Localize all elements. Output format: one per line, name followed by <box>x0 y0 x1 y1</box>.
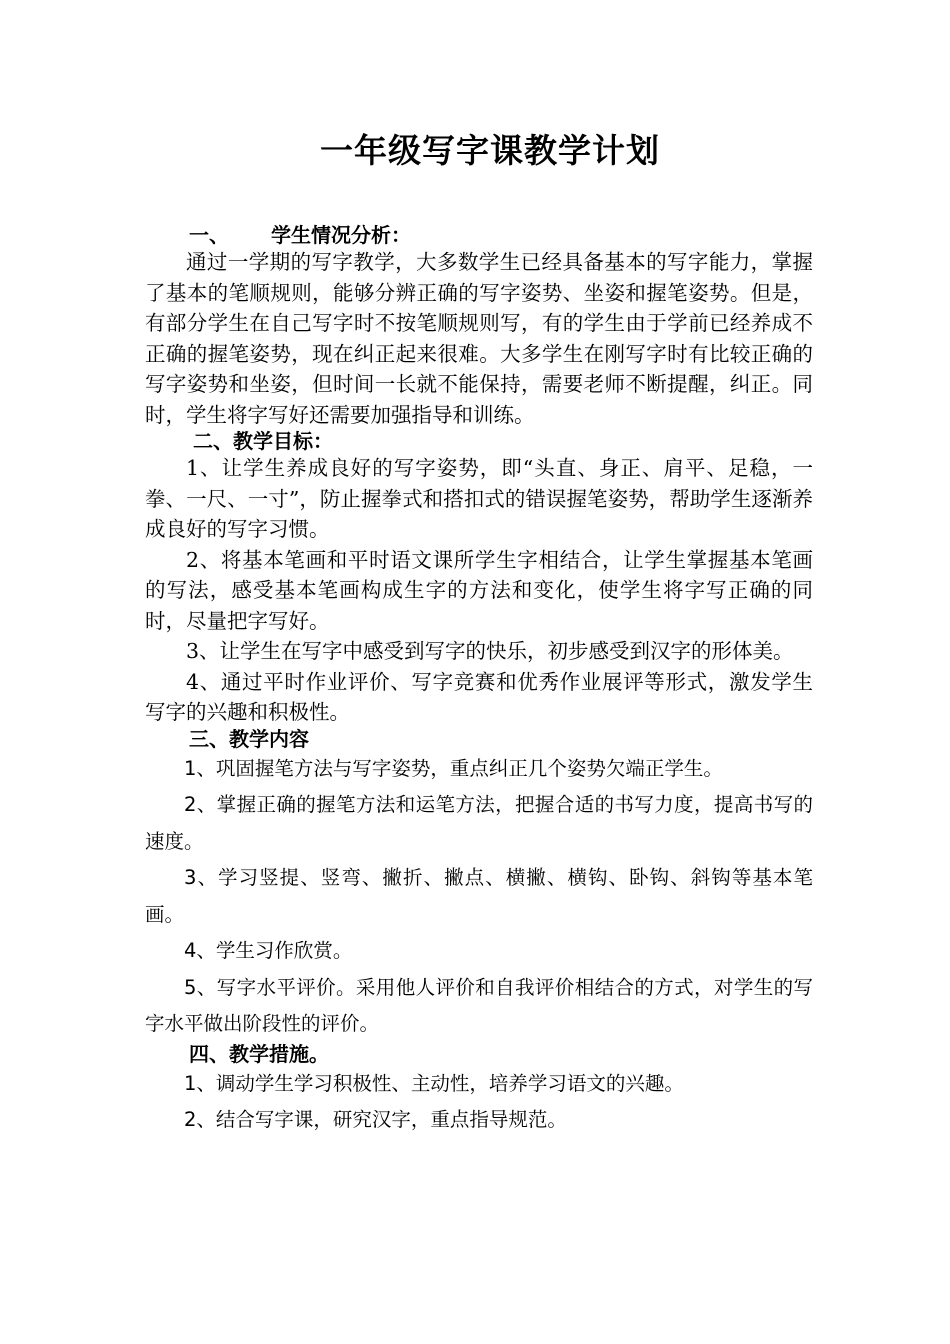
page-title: 一年级写字课教学计划 <box>320 131 660 170</box>
section-2-heading: 二、教学目标： <box>193 429 333 453</box>
section-1-title: 学生情况分析： <box>271 223 411 247</box>
section-1-paragraph-1: 通过一学期的写字教学，大多数学生已经具备基本的写字能力，掌握了基本的笔顺规则，能够分辨正确的写字姿势、坐姿和握笔姿势。但是，有部分学生在自己写字时不按笔顺规则写，有的学生由于学前已经养成不正确的握笔姿势，现在纠正起来很难。大多学生在刚写字时有比较正确的写字姿势和坐姿，但时间一长就不能保持，需要老师不断提醒，纠正。同时，学生将字写好还需要加强指导和训练。 <box>145 250 813 427</box>
section-2-paragraph-4: 4、通过平时作业评价、写字竞赛和优秀作业展评等形式，激发学生写字的兴趣和积极性。 <box>145 669 813 724</box>
section-3-paragraph-5: 5、写字水平评价。采用他人评价和自我评价相结合的方式，对学生的写字水平做出阶段性的评价。 <box>145 975 813 1035</box>
section-4-paragraph-2: 2、结合写字课，研究汉字，重点指导规范。 <box>184 1108 567 1131</box>
document-body <box>145 224 813 1139</box>
section-2-paragraph-3: 3、让学生在写字中感受到写字的快乐，初步感受到汉字的形体美。 <box>186 639 794 663</box>
section-3-heading: 三、教学内容 <box>189 726 309 751</box>
section-4-paragraph-1: 1、调动学生学习积极性、主动性，培养学习语文的兴趣。 <box>184 1071 684 1095</box>
section-2-paragraph-2: 2、将基本笔画和平时语文课所学生字相结合，让学生掌握基本笔画的写法，感受基本笔画构成生字的方法和变化，使学生将字写正确的同时，尽量把字写好。 <box>145 547 813 633</box>
section-3-paragraph-4: 4、学生习作欣赏。 <box>184 939 353 962</box>
section-1-number: 一、 <box>189 223 229 247</box>
section-2-paragraph-1: 1、让学生养成良好的写字姿势，即“头直、身正、肩平、足稳，一拳、一尺、一寸”，防止握拳式和搭扣式的错误握笔姿势，帮助学生逐渐养成良好的写字习惯。 <box>145 456 813 541</box>
section-3-paragraph-3: 3、学习竖提、竖弯、撇折、撇点、横撇、横钩、卧钩、斜钩等基本笔画。 <box>145 866 813 926</box>
section-3-paragraph-2: 2、掌握正确的握笔方法和运笔方法，把握合适的书写力度，提高书写的速度。 <box>145 793 813 853</box>
section-1-heading <box>145 224 813 247</box>
section-3-paragraph-1: 1、巩固握笔方法与写字姿势，重点纠正几个姿势欠端正学生。 <box>184 756 723 780</box>
section-4-heading: 四、教学措施。 <box>189 1041 329 1066</box>
